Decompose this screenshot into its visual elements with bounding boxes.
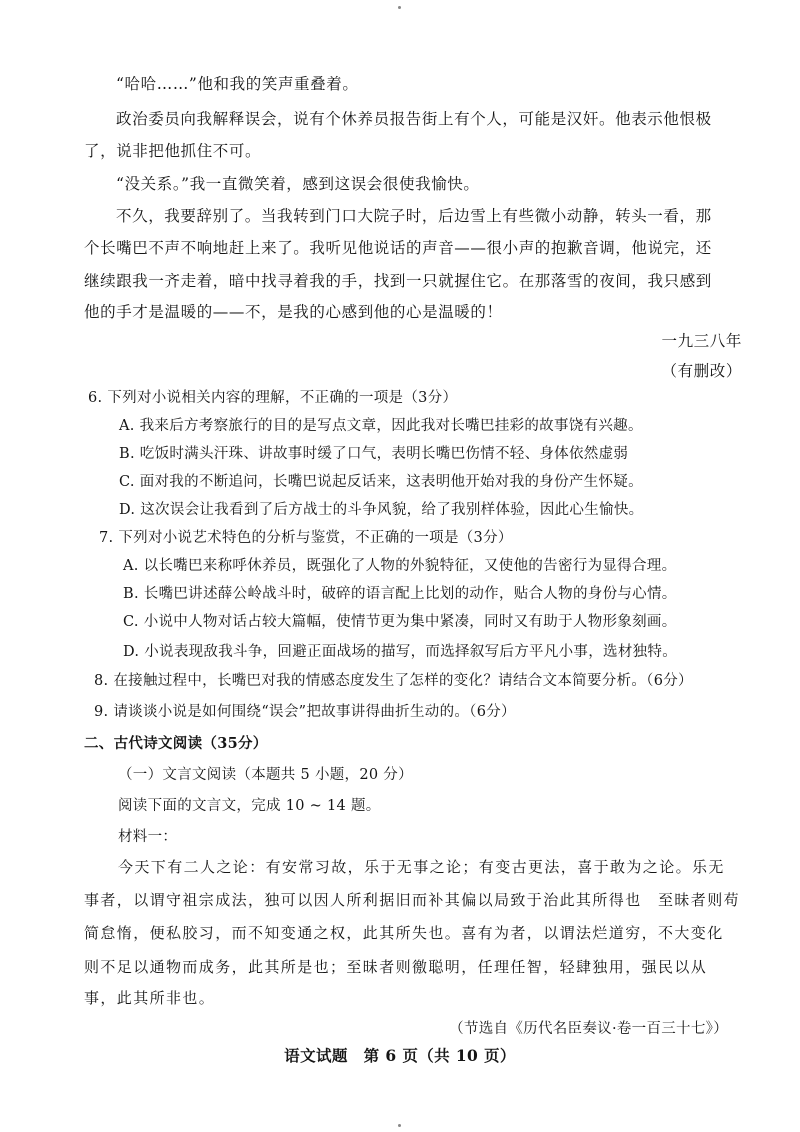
story-line-7: 继续跟我一齐走着，暗中找寻着我的手，找到一只就握住它。在那落雪的夜间，我只感到 xyxy=(84,272,712,290)
question-7-option-a: A. 以长嘴巴来称呼休养员，既强化了人物的外貌特征，又使他的告密行为显得合理。 xyxy=(123,558,677,574)
material-line-3: 简怠惰，便私胶习，而不知变通之权，此其所失也。喜有为者，以谓法烂道穷，不大变化 xyxy=(84,924,724,942)
story-note: （有删改） xyxy=(661,362,742,380)
material-source: （节选自《历代名臣奏议·卷一百三十七》） xyxy=(449,1021,728,1037)
question-6-option-b: B. 吃饭时满头汗珠、讲故事时缓了口气，表明长嘴巴伤情不轻、身体依然虚弱 xyxy=(119,446,629,462)
question-6-option-d: D. 这次误会让我看到了后方战士的斗争风貌，给了我别样体验，因此心生愉快。 xyxy=(119,502,644,518)
material-line-4: 则不足以通物而成务，此其所是也；至昧者则徼聪明，任理任智，轻肆独用，强民以从 xyxy=(84,958,708,976)
section-2-subheading: （一）文言文阅读（本题共 5 小题，20 分） xyxy=(118,767,413,783)
scan-dot-top xyxy=(398,6,401,9)
page-footer: 语文试题 第 6 页（共 10 页） xyxy=(284,1046,516,1065)
question-7-option-b: B. 长嘴巴讲述薛公岭战斗时，破碎的语言配上比划的动作，贴合人物的身份与心情。 xyxy=(123,586,677,602)
question-6-stem: 6. 下列对小说相关内容的理解，不正确的一项是（3分） xyxy=(88,390,458,406)
story-date: 一九三八年 xyxy=(661,332,742,350)
story-line-6: 个长嘴巴不声不响地赶上来了。我听见他说话的声音——很小声的抱歉音调，他说完，还 xyxy=(84,239,712,257)
material-label: 材料一： xyxy=(118,829,178,845)
question-6-option-c: C. 面对我的不断追问，长嘴巴说起反话来，这表明他开始对我的身份产生怀疑。 xyxy=(119,474,643,490)
material-line-5: 事，此其所非也。 xyxy=(84,989,216,1007)
story-line-4: “没关系。”我一直微笑着，感到这误会很使我愉快。 xyxy=(116,175,480,193)
question-7-option-c: C. 小说中人物对话占较大篇幅，使情节更为集中紧凑，同时又有助于人物形象刻画。 xyxy=(123,614,677,630)
material-line-2: 事者，以谓守祖宗成法，独可以因人所利据旧而补其偏以局致于治此其所得也 至昧者则苟 xyxy=(84,891,741,909)
question-9: 9. 请谈谈小说是如何围绕“误会”把故事讲得曲折生动的。（6分） xyxy=(94,704,516,720)
question-7-stem: 7. 下列对小说艺术特色的分析与鉴赏，不正确的一项是（3分） xyxy=(99,530,513,546)
question-6-option-a: A. 我来后方考察旅行的目的是写点文章，因此我对长嘴巴挂彩的故事饶有兴趣。 xyxy=(119,418,643,434)
story-line-8: 他的手才是温暖的——不，是我的心感到他的心是温暖的！ xyxy=(84,303,503,321)
question-7-option-d: D. 小说表现敌我斗争，回避正面战场的描写，而选择叙写后方平凡小事，选材独特。 xyxy=(123,644,678,660)
section-2-instruction: 阅读下面的文言文，完成 10 ~ 14 题。 xyxy=(118,798,381,814)
story-line-5: 不久，我要辞别了。当我转到门口大院子时，后边雪上有些微小动静，转头一看，那 xyxy=(116,207,712,225)
story-line-1: “哈哈……”他和我的笑声重叠着。 xyxy=(116,75,359,93)
story-line-2: 政治委员向我解释误会，说有个休养员报告街上有个人，可能是汉奸。他表示他恨极 xyxy=(116,110,712,128)
story-line-3: 了，说非把他抓住不可。 xyxy=(84,142,262,160)
material-line-1: 今天下有二人之论：有安常习故，乐于无事之论；有变古更法，喜于敢为之论。乐无 xyxy=(118,858,725,876)
section-2-heading: 二、古代诗文阅读（35分） xyxy=(84,735,268,752)
scan-dot-bottom xyxy=(398,1124,401,1127)
question-8: 8. 在接触过程中，长嘴巴对我的情感态度发生了怎样的变化？请结合文本简要分析。（6分） xyxy=(94,673,693,689)
